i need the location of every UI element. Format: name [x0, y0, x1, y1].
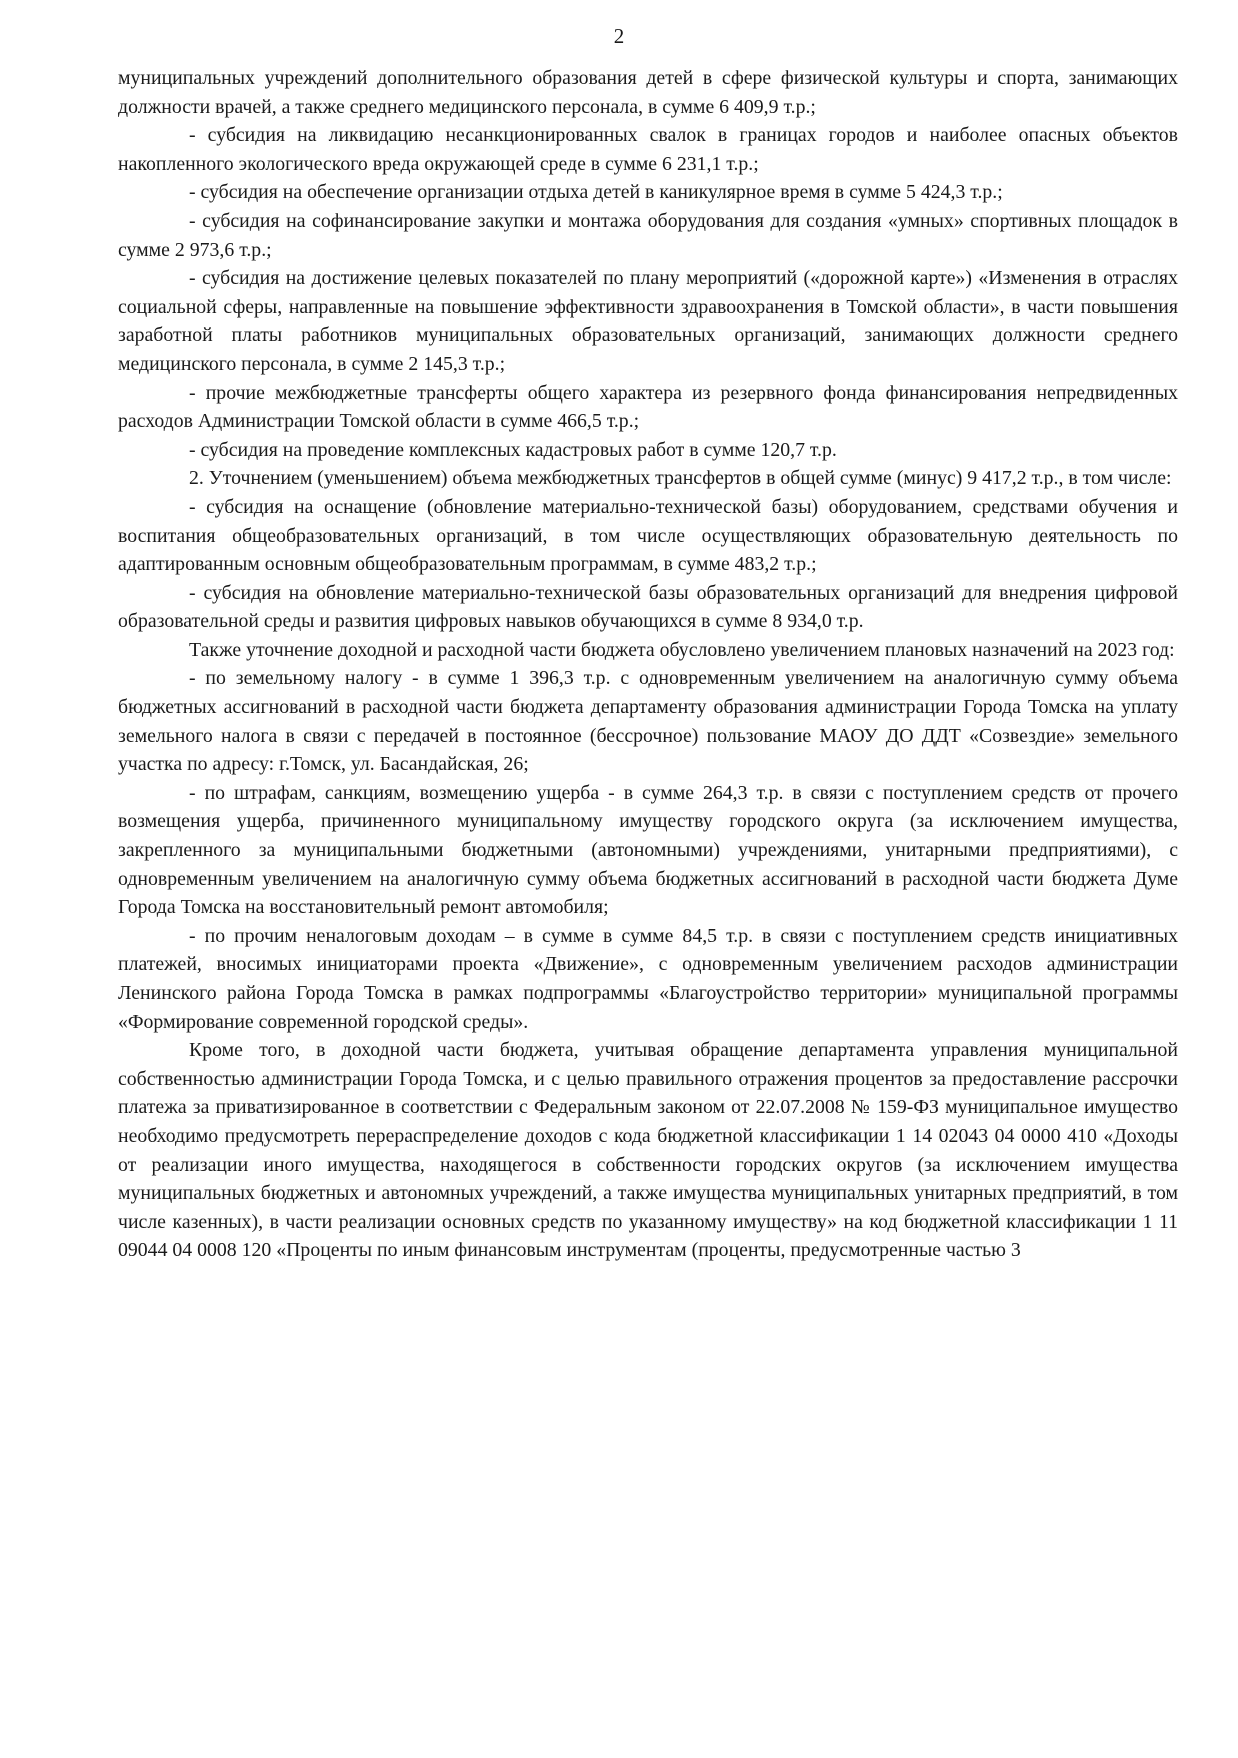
paragraph: - субсидия на достижение целевых показателей по плану мероприятий («дорожной карте») «Изменения в отраслях социальной сферы, направленные на повышение эффективности здравоохранения в Томской области», в части повышения заработной платы работников муниципальных образовательных организаций, занимающих должности среднего медицинского персонала, в сумме 2 145,3 т.р.;	[118, 267, 1178, 375]
page-number: 2	[613, 24, 625, 48]
paragraph: 2. Уточнением (уменьшением) объема межбюджетных трансфертов в общей сумме (минус) 9 417,2 т.р., в том числе:	[189, 467, 1172, 490]
paragraph: - по штрафам, санкциям, возмещению ущерба - в сумме 264,3 т.р. в связи с поступлением средств от прочего возмещения ущерба, причиненного муниципальному имуществу городского округа (за исключением имущества, закрепленного за муниципальными бюджетными (автономными) учреждениями, унитарными предприятиями), с одновременным увеличением на аналогичную сумму объема бюджетных ассигнований в расходной части бюджета Думе Города Томска на восстановительный ремонт автомобиля;	[118, 781, 1178, 919]
paragraph: Также уточнение доходной и расходной части бюджета обусловлено увеличением плановых назначений на 2023 год:	[189, 638, 1175, 661]
paragraph: муниципальных учреждений дополнительного образования детей в сфере физической культуры и спорта, занимающих должности врачей, а также среднего медицинского персонала, в сумме 6 409,9 т.р.;	[118, 67, 1178, 118]
paragraph: - по земельному налогу - в сумме 1 396,3 т.р. с одновременным увеличением на аналогичную сумму объема бюджетных ассигнований в расходной части бюджета департаменту образования администрации Города Томска на уплату земельного налога в связи с передачей в постоянное (бессрочное) пользование МАОУ ДО ДДТ «Созвездие» земельного участка по адресу: г.Томск, ул. Басандайская, 26;	[118, 667, 1178, 776]
paragraph: - субсидия на обеспечение организации отдыха детей в каникулярное время в сумме 5 424,3 т.р.;	[189, 181, 1003, 204]
paragraph: - субсидия на проведение комплексных кадастровых работ в сумме 120,7 т.р.	[189, 438, 837, 461]
document-body	[118, 64, 1178, 1265]
paragraph: - субсидия на обновление материально-технической базы образовательных организаций для внедрения цифровой образовательной среды и развития цифровых навыков обучающихся в сумме 8 934,0 т.р.	[118, 581, 1178, 633]
paragraph: - субсидия на софинансирование закупки и монтажа оборудования для создания «умных» спортивных площадок в сумме 2 973,6 т.р.;	[118, 209, 1178, 261]
paragraph: - по прочим неналоговым доходам – в сумме в сумме 84,5 т.р. в связи с поступлением средств инициативных платежей, вносимых инициаторами проекта «Движение», с одновременным увеличением расходов администрации Ленинского района Города Томска в рамках подпрограммы «Благоустройство территории» муниципальной программы «Формирование современной городской среды».	[118, 924, 1178, 1033]
paragraph: Кроме того, в доходной части бюджета, учитывая обращение департамента управления муниципальной собственностью администрации Города Томска, и с целью правильного отражения процентов за предоставление рассрочки платежа за приватизированное в соответствии с Федеральным законом от 22.07.2008 № 159-ФЗ муниципальное имущество необходимо предусмотреть перераспределение доходов с кода бюджетной классификации 1 14 02043 04 0000 410 «Доходы от реализации иного имущества, находящегося в собственности городских округов (за исключением имущества муниципальных бюджетных и автономных учреждений, а также имущества муниципальных унитарных предприятий, в том числе казенных), в части реализации основных средств по указанному имуществу» на код бюджетной классификации 1 11 09044 04 0008 120 «Проценты по иным финансовым инструментам (проценты, предусмотренные частью 3	[118, 1039, 1178, 1262]
paragraph: - субсидия на ликвидацию несанкционированных свалок в границах городов и наиболее опасных объектов накопленного экологического вреда окружающей среде в сумме 6 231,1 т.р.;	[118, 124, 1178, 175]
paragraph: - субсидия на оснащение (обновление материально-технической базы) оборудованием, средствами обучения и воспитания общеобразовательных организаций, в том числе осуществляющих образовательную деятельность по адаптированным основным общеобразовательным программам, в сумме 483,2 т.р.;	[118, 495, 1178, 576]
paragraph: - прочие межбюджетные трансферты общего характера из резервного фонда финансирования непредвиденных расходов Администрации Томской области в сумме 466,5 т.р.;	[118, 381, 1178, 433]
